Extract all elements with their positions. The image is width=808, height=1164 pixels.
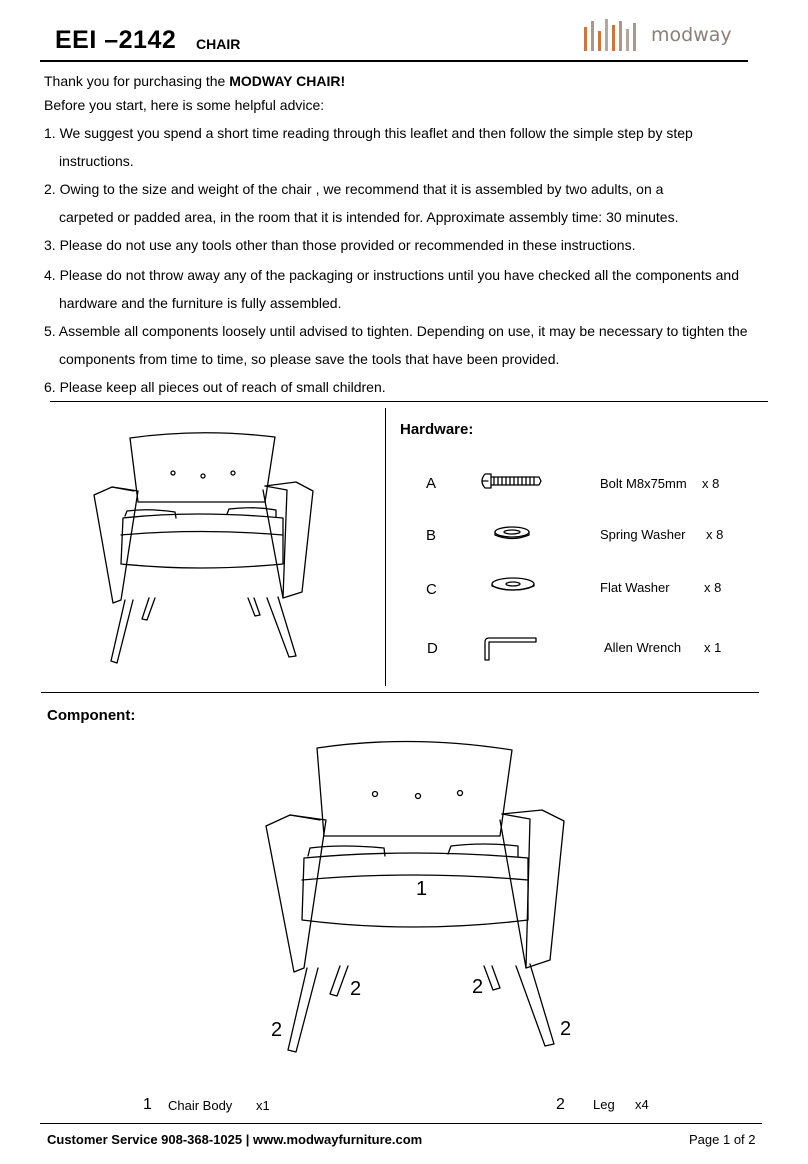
part-name-2: Leg xyxy=(593,1097,615,1112)
part-qty-2: x4 xyxy=(635,1097,649,1112)
advice-item-2-cont: carpeted or padded area, in the room that it is intended for. Approximate assembly time: 30 minutes. xyxy=(59,209,679,225)
page-number: Page 1 of 2 xyxy=(689,1132,756,1147)
hardware-qty-a: x 8 xyxy=(702,476,720,491)
brand-wordmark: modway xyxy=(651,24,732,46)
spring-washer-icon xyxy=(492,526,532,542)
hardware-name-d: Allen Wrench xyxy=(604,640,682,655)
callout-leg-back-right: 2 xyxy=(560,1018,572,1040)
advice-heading: Before you start, here is some helpful advice: xyxy=(44,97,325,113)
part-number-2: 2 xyxy=(556,1096,565,1113)
advice-item-4: 4. Please do not throw away any of the packaging or instructions until you have checked all the components and xyxy=(44,267,739,283)
hardware-qty-b: x 8 xyxy=(706,527,724,542)
advice-item-3: 3. Please do not use any tools other than those provided or recommended in these instructions. xyxy=(44,237,636,253)
part-qty-1: x1 xyxy=(256,1098,270,1113)
allen-wrench-icon xyxy=(483,636,541,662)
hardware-heading: Hardware: xyxy=(400,421,474,438)
hardware-letter-b: B xyxy=(426,527,437,544)
callout-leg-front-left: 2 xyxy=(350,978,362,1000)
advice-item-1-cont: instructions. xyxy=(59,153,134,169)
hardware-vertical-divider xyxy=(385,408,386,686)
footer-divider xyxy=(40,1123,762,1124)
advice-item-4-cont: hardware and the furniture is fully assembled. xyxy=(59,295,342,311)
bolt-icon xyxy=(479,472,543,490)
hardware-name-b: Spring Washer xyxy=(600,527,686,542)
advice-item-1: 1. We suggest you spend a short time reading through this leaflet and then follow the simple step by step xyxy=(44,125,693,141)
advice-item-6: 6. Please keep all pieces out of reach of small children. xyxy=(44,379,386,395)
advice-item-2: 2. Owing to the size and weight of the chair , we recommend that it is assembled by two adults, on a xyxy=(44,181,664,197)
hardware-top-divider xyxy=(50,401,768,402)
hardware-letter-d: D xyxy=(427,640,438,657)
product-category: CHAIR xyxy=(196,36,241,52)
flat-washer-icon xyxy=(490,576,536,594)
customer-service-line: Customer Service 908-368-1025 | www.modwayfurniture.com xyxy=(47,1132,423,1147)
chair-overview-illustration xyxy=(90,430,330,665)
hardware-qty-d: x 1 xyxy=(704,640,722,655)
hardware-qty-c: x 8 xyxy=(704,580,722,595)
advice-item-5: 5. Assemble all components loosely until advised to tighten. Depending on use, it may be necessary to tighten the xyxy=(44,323,748,339)
hardware-letter-c: C xyxy=(426,581,437,598)
thank-you-line: Thank you for purchasing the MODWAY CHAIR! xyxy=(44,73,346,89)
hardware-name-c: Flat Washer xyxy=(600,580,670,595)
model-number: EEI –2142 xyxy=(55,26,177,54)
callout-leg-back-left: 2 xyxy=(271,1019,283,1041)
hardware-name-a: Bolt M8x75mm xyxy=(600,476,687,491)
callout-leg-front-right: 2 xyxy=(472,976,484,998)
part-name-1: Chair Body xyxy=(168,1098,233,1113)
hardware-letter-a: A xyxy=(426,475,437,492)
header-divider xyxy=(40,60,748,62)
callout-chair-body: 1 xyxy=(416,878,428,900)
component-top-divider xyxy=(41,692,759,693)
part-number-1: 1 xyxy=(143,1096,152,1113)
component-heading: Component: xyxy=(47,707,136,724)
advice-item-5-cont: components from time to time, so please save the tools that have been provided. xyxy=(59,351,560,367)
chair-component-illustration xyxy=(262,740,562,1060)
